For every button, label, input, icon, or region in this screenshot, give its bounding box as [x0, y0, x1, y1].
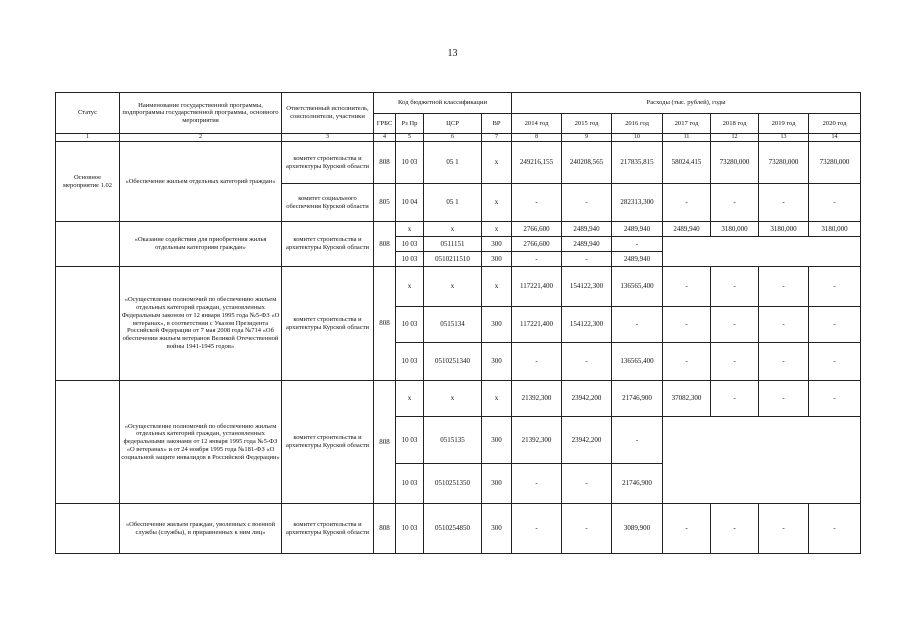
rzpr-cell: х: [396, 222, 424, 237]
csr-cell: 05 1: [424, 184, 482, 222]
value-cell: -: [759, 381, 809, 417]
value-cell: 73280,000: [759, 142, 809, 184]
table-row: [56, 267, 861, 307]
col-index: 9: [562, 134, 612, 142]
value-cell: -: [711, 343, 759, 381]
executor-cell: комитет социального обеспечения Курской области: [282, 184, 374, 222]
value-cell: -: [711, 307, 759, 343]
value-cell: 154122,300: [562, 267, 612, 307]
csr-cell: 0515134: [424, 307, 482, 343]
value-cell: -: [809, 267, 861, 307]
value-cell: -: [512, 504, 562, 554]
header-year: 2014 год: [512, 114, 562, 134]
value-cell: 2489,940: [612, 252, 663, 267]
rzpr-cell: 10 04: [396, 184, 424, 222]
header-vr: ВР: [482, 114, 512, 134]
status-cell: [56, 504, 120, 554]
rzpr-cell: 10 03: [396, 504, 424, 554]
value-cell: -: [612, 237, 663, 252]
value-cell: 282313,300: [612, 184, 663, 222]
rzpr-cell: 10 03: [396, 343, 424, 381]
value-cell: -: [663, 184, 711, 222]
csr-cell: х: [424, 381, 482, 417]
header-year: 2015 год: [562, 114, 612, 134]
grbs-cell: 808: [374, 381, 396, 504]
header-grbs: ГРБС: [374, 114, 396, 134]
executor-cell: комитет строительства и архитектуры Курской области: [282, 381, 374, 504]
program-name-cell: «Осуществление полномочий по обеспечению жильем отдельных категорий граждан, установленных Федеральным законом от 12 января 1995 года №5-ФЗ «О ветеранах», в соответствии с Указом Президента Российской Федерации от 7 мая 2008 года №714 «Об обеспечении жильем ветеранов Великой Отечественной войны 1941-1945 годов»: [120, 267, 282, 381]
value-cell: -: [512, 252, 562, 267]
col-index: 5: [396, 134, 424, 142]
header-status: Статус: [56, 93, 120, 134]
page-number: 13: [447, 48, 458, 59]
value-cell: -: [711, 504, 759, 554]
vr-cell: х: [482, 267, 512, 307]
col-index: 7: [482, 134, 512, 142]
value-cell: 73280,000: [809, 142, 861, 184]
value-cell: 21392,300: [512, 381, 562, 417]
header-expenses: Расходы (тыс. рублей), годы: [512, 93, 861, 114]
vr-cell: 300: [482, 343, 512, 381]
rzpr-cell: 10 03: [396, 142, 424, 184]
grbs-cell: 808: [374, 222, 396, 267]
value-cell: 117221,400: [512, 267, 562, 307]
value-cell: 23942,200: [562, 417, 612, 464]
rzpr-cell: х: [396, 267, 424, 307]
value-cell: -: [711, 267, 759, 307]
value-cell: -: [663, 307, 711, 343]
empty-cell: [663, 417, 861, 504]
value-cell: -: [663, 343, 711, 381]
value-cell: 3180,000: [759, 222, 809, 237]
header-year: 2018 год: [711, 114, 759, 134]
status-cell: [56, 267, 120, 381]
value-cell: 2766,600: [512, 237, 562, 252]
col-index: 11: [663, 134, 711, 142]
column-index-row: [56, 134, 861, 142]
program-name-cell: «Оказание содействия для приобретения жилья отдельным категориям граждан»: [120, 222, 282, 267]
value-cell: -: [711, 184, 759, 222]
vr-cell: 300: [482, 237, 512, 252]
col-index: 10: [612, 134, 663, 142]
vr-cell: х: [482, 381, 512, 417]
value-cell: -: [612, 307, 663, 343]
value-cell: -: [562, 504, 612, 554]
grbs-cell: 808: [374, 504, 396, 554]
value-cell: 2489,940: [562, 237, 612, 252]
col-index: 13: [759, 134, 809, 142]
header-year: 2016 год: [612, 114, 663, 134]
csr-cell: 0515135: [424, 417, 482, 464]
value-cell: -: [512, 343, 562, 381]
header-year: 2019 год: [759, 114, 809, 134]
col-index: 8: [512, 134, 562, 142]
col-index: 6: [424, 134, 482, 142]
col-index: 12: [711, 134, 759, 142]
value-cell: 154122,300: [562, 307, 612, 343]
value-cell: 21746,900: [612, 381, 663, 417]
vr-cell: х: [482, 184, 512, 222]
value-cell: -: [759, 184, 809, 222]
program-name-cell: «Осуществление полномочий по обеспечению жильем отдельных категорий граждан, установленных федеральными законами от 12 января 1995 года №5-ФЗ «О ветеранах» и от 24 ноября 1995 года №181-ФЗ «О социальной защите инвалидов в Российской Федерации»: [120, 381, 282, 504]
csr-cell: 0510251340: [424, 343, 482, 381]
table-row: [56, 222, 861, 237]
col-index: 14: [809, 134, 861, 142]
header-year: 2017 год: [663, 114, 711, 134]
csr-cell: 0510251350: [424, 464, 482, 504]
rzpr-cell: 10 03: [396, 417, 424, 464]
csr-cell: 0511151: [424, 237, 482, 252]
header-year: 2020 год: [809, 114, 861, 134]
csr-cell: х: [424, 222, 482, 237]
executor-cell: комитет строительства и архитектуры Курской области: [282, 222, 374, 267]
table-row: [56, 504, 861, 554]
table-row: [56, 381, 861, 417]
vr-cell: 300: [482, 464, 512, 504]
grbs-cell: 805: [374, 184, 396, 222]
value-cell: 217835,815: [612, 142, 663, 184]
status-cell: [56, 222, 120, 267]
value-cell: -: [562, 184, 612, 222]
executor-cell: комитет строительства и архитектуры Курской области: [282, 142, 374, 184]
executor-cell: комитет строительства и архитектуры Курской области: [282, 267, 374, 381]
value-cell: 2489,940: [663, 222, 711, 237]
grbs-cell: 808: [374, 267, 396, 381]
executor-cell: комитет строительства и архитектуры Курской области: [282, 504, 374, 554]
value-cell: -: [759, 267, 809, 307]
value-cell: 3180,000: [711, 222, 759, 237]
value-cell: 3180,000: [809, 222, 861, 237]
rzpr-cell: 10 03: [396, 237, 424, 252]
col-index: 3: [282, 134, 374, 142]
value-cell: -: [759, 307, 809, 343]
header-budget-code: Код бюджетной классификации: [374, 93, 512, 114]
value-cell: -: [512, 184, 562, 222]
program-name-cell: «Обеспечение жильем отдельных категорий граждан»: [120, 142, 282, 222]
value-cell: 2489,940: [562, 222, 612, 237]
value-cell: -: [809, 184, 861, 222]
vr-cell: х: [482, 142, 512, 184]
rzpr-cell: 10 03: [396, 252, 424, 267]
header-executor: Ответственный исполнитель, соисполнители, участники: [282, 93, 374, 134]
value-cell: -: [711, 381, 759, 417]
value-cell: -: [809, 307, 861, 343]
col-index: 1: [56, 134, 120, 142]
value-cell: -: [809, 504, 861, 554]
header-program-name: Наименование государственной программы, подпрограммы государственной программы, основного мероприятия: [120, 93, 282, 134]
value-cell: -: [663, 267, 711, 307]
rzpr-cell: х: [396, 381, 424, 417]
csr-cell: х: [424, 267, 482, 307]
csr-cell: 0510254850: [424, 504, 482, 554]
rzpr-cell: 10 03: [396, 464, 424, 504]
col-index: 4: [374, 134, 396, 142]
csr-cell: 0510211510: [424, 252, 482, 267]
vr-cell: 300: [482, 417, 512, 464]
value-cell: 2489,940: [612, 222, 663, 237]
value-cell: -: [663, 504, 711, 554]
vr-cell: х: [482, 222, 512, 237]
value-cell: 2766,600: [512, 222, 562, 237]
value-cell: 117221,400: [512, 307, 562, 343]
csr-cell: 05 1: [424, 142, 482, 184]
value-cell: 23942,200: [562, 381, 612, 417]
value-cell: 21392,300: [512, 417, 562, 464]
grbs-cell: 808: [374, 142, 396, 184]
status-cell: Основное мероприятие 1.02: [56, 142, 120, 222]
value-cell: -: [759, 504, 809, 554]
value-cell: 249216,155: [512, 142, 562, 184]
value-cell: -: [809, 381, 861, 417]
vr-cell: 300: [482, 307, 512, 343]
header-csr: ЦСР: [424, 114, 482, 134]
value-cell: 136565,400: [612, 343, 663, 381]
value-cell: -: [809, 343, 861, 381]
table-row: [56, 142, 861, 184]
status-cell: [56, 381, 120, 504]
value-cell: -: [562, 252, 612, 267]
value-cell: 37082,300: [663, 381, 711, 417]
budget-table: [55, 92, 861, 554]
header-row: [56, 93, 861, 114]
value-cell: 3089,900: [612, 504, 663, 554]
value-cell: -: [759, 343, 809, 381]
vr-cell: 300: [482, 252, 512, 267]
value-cell: -: [612, 417, 663, 464]
empty-cell: [663, 237, 861, 267]
header-rzpr: Рз Пр: [396, 114, 424, 134]
value-cell: -: [512, 464, 562, 504]
value-cell: 240208,565: [562, 142, 612, 184]
value-cell: -: [562, 343, 612, 381]
rzpr-cell: 10 03: [396, 307, 424, 343]
value-cell: -: [562, 464, 612, 504]
value-cell: 73280,000: [711, 142, 759, 184]
value-cell: 136565,400: [612, 267, 663, 307]
value-cell: 58024,415: [663, 142, 711, 184]
col-index: 2: [120, 134, 282, 142]
vr-cell: 300: [482, 504, 512, 554]
program-name-cell: «Обеспечение жильем граждан, уволенных с военной службы (службы), и приравненных к ним лиц»: [120, 504, 282, 554]
value-cell: 21746,900: [612, 464, 663, 504]
